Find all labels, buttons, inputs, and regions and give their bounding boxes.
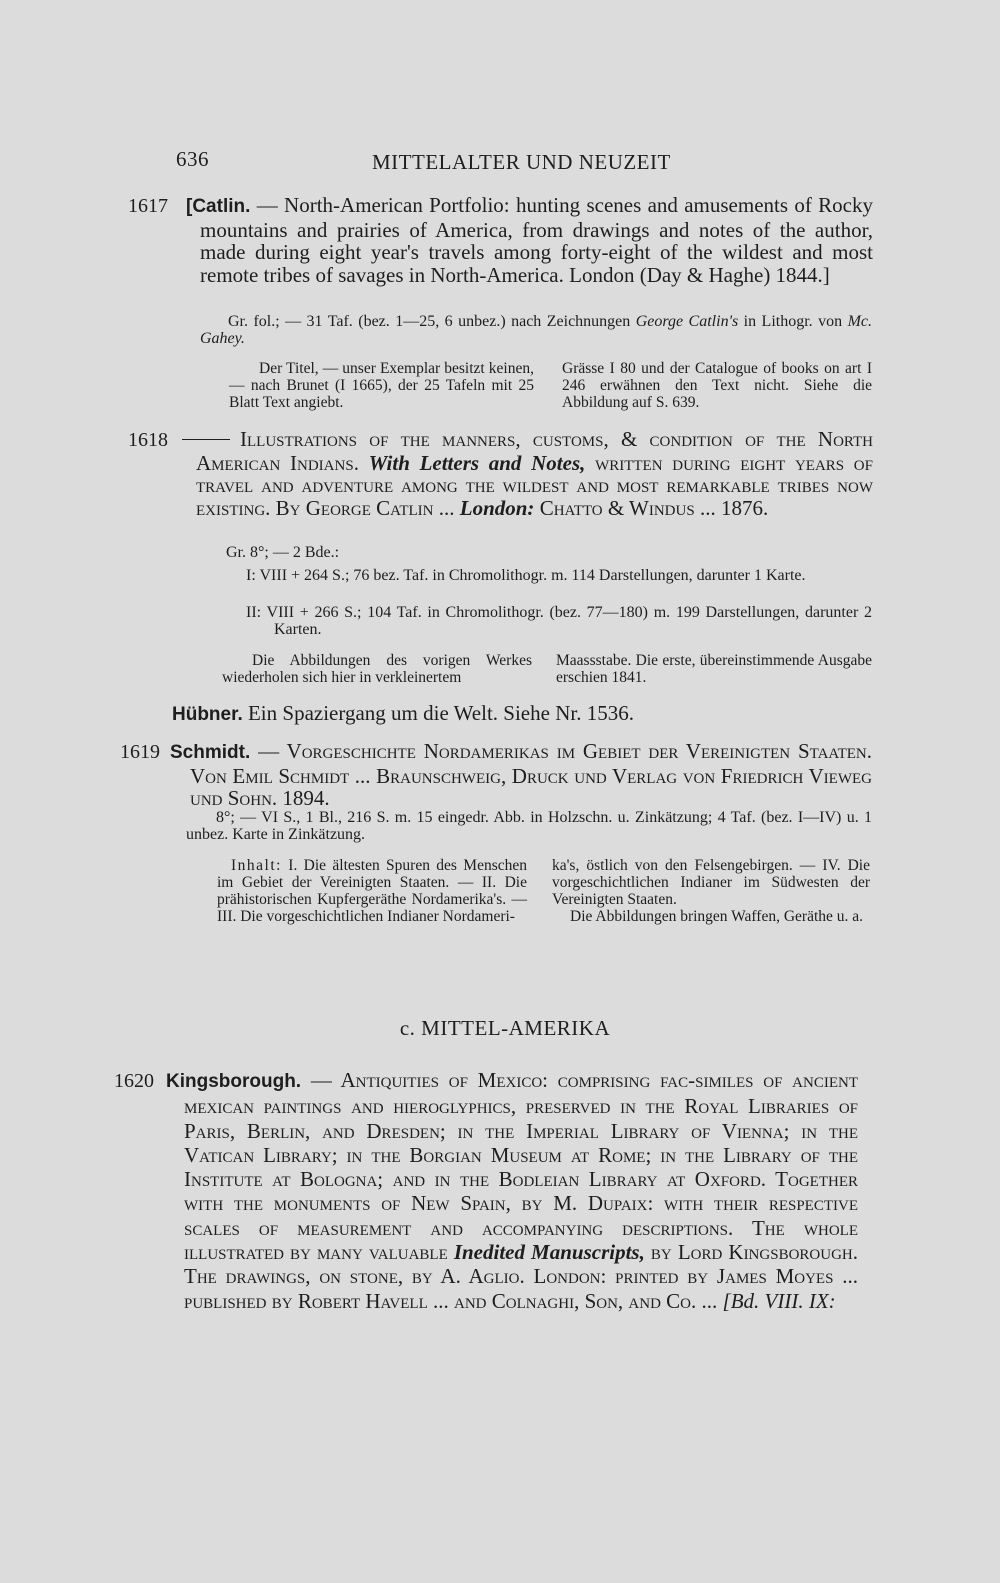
entry-1619 bbox=[120, 740, 872, 810]
entry-1618-vol1: I: VIII + 264 S.; 76 bez. Taf. in Chromolithogr. m. 114 Darstellungen, darunter 1 Karte. bbox=[246, 567, 806, 584]
ditto-dash bbox=[182, 439, 230, 440]
entry-1619-note-left: Inhalt: I. Die ältesten Spuren des Menschen im Gebiet der Vereinigten Staaten. — II. Die prähistorischen Kupfergeräthe Nordamerika's. — III. Die vorgeschichtlichen Indianer Nordameri- bbox=[217, 857, 527, 925]
crossref-huebner bbox=[172, 702, 872, 727]
entry-number: 1619 bbox=[120, 741, 160, 763]
entry-1620: 1620 Kingsborough. — Antiquities of Mexico: comprising fac-similes of ancient mexican paintings and hieroglyphics, preserved in the Royal Libraries of Paris, Berlin, and Dresden; in the Imperial Library of Vienna; in the Vatican Library; in the Borgian Museum at Rome; in the Library of the Institute at Bologna; and in the Bodleian Library at Oxford. Together with the monuments of New Spain, by M. Dupaix: with their respective scales of measurement and accompanying descriptions. The whole illustrated by many valuable Inedited Manuscripts, by Lord Kingsborough. The drawings, on stone, by A. Aglio. London: printed by James Moyes ... published by Robert Havell ... and Colnaghi, Son, and Co. ... [Bd. VIII. IX: bbox=[114, 1068, 859, 1313]
entry-1617-note-left: Der Titel, — unser Exemplar besitzt keinen, — nach Brunet (I 1665), der 25 Tafeln mit 25 Blatt Text angiebt. bbox=[229, 360, 534, 411]
entry-number: 1620 bbox=[114, 1070, 154, 1092]
entry-1618-vol2: II: VIII + 266 S.; 104 Taf. in Chromolithogr. (bez. 77—180) m. 199 Darstellungen, darunter 2 Karten. bbox=[246, 604, 872, 638]
entry-author: [Catlin. bbox=[186, 196, 251, 217]
entry-1618-format: Gr. 8°; — 2 Bde.: bbox=[226, 544, 340, 561]
entry-1618-note-left: Die Abbildungen des vorigen Werkes wiederholen sich hier in verkleinertem bbox=[222, 652, 532, 686]
entry-1619-note-right: ka's, östlich von den Felsengebirgen. — IV. Die vorgeschichtlichen Indianer im Südwesten der Vereinigten Staaten. Die Abbildungen bringen Waffen, Geräthe u. a. bbox=[552, 857, 870, 925]
entry-number: 1617 bbox=[128, 195, 168, 217]
entry-1618-note-right: Maassstabe. Die erste, übereinstimmende Ausgabe erschien 1841. bbox=[556, 652, 872, 686]
crossref-text: Ein Spaziergang um die Welt. Siehe Nr. 1536. bbox=[247, 701, 634, 725]
entry-author: Kingsborough. bbox=[166, 1071, 302, 1092]
crossref-author: Hübner. bbox=[172, 704, 243, 725]
page-number: 636 bbox=[176, 147, 209, 171]
entry-author: Schmidt. bbox=[170, 742, 251, 763]
entry-title: — North-American Portfolio: hunting scenes and amusements of Rocky mountains and prairies of America, from drawings and notes of the author, made during eight year's travels among forty-eight of the wildest and most remote tribes of savages in North-America. London (Day & Haghe) 1844.] bbox=[200, 193, 873, 287]
entry-1618: 1618 Illustrations of the manners, customs, & condition of the North American Indians. With Letters and Notes, written during eight years of travel and adventure among the wildest and most remarkable tribes now existing. By George Catlin ... London: Chatto & Windus ... 1876. bbox=[128, 427, 873, 520]
running-title: MITTELALTER UND NEUZEIT bbox=[372, 150, 671, 174]
entry-title: — Vorgeschichte Nordamerikas im Gebiet der Vereinigten Staaten. Von Emil Schmidt ... Braunschweig, Druck und Verlag von Friedrich Vieweg und Sohn. 1894. bbox=[190, 739, 872, 810]
entry-1617-note-right: Grässe I 80 und der Catalogue of books on art I 246 erwähnen den Text nicht. Siehe die Abbildung auf S. 639. bbox=[562, 360, 872, 411]
entry-1619-physical: 8°; — VI S., 1 Bl., 216 S. m. 15 eingedr. Abb. in Holzschn. u. Zinkätzung; 4 Taf. (bez. I—IV) u. 1 unbez. Karte in Zinkätzung. bbox=[186, 809, 872, 843]
entry-1617 bbox=[128, 194, 873, 286]
section-heading: c. MITTEL-AMERIKA bbox=[399, 1016, 611, 1040]
entry-1617-physical: Gr. fol.; — 31 Taf. (bez. 1—25, 6 unbez.) nach Zeichnungen George Catlin's in Lithogr. von Mc. Gahey. bbox=[200, 313, 872, 347]
entry-number: 1618 bbox=[128, 429, 168, 451]
